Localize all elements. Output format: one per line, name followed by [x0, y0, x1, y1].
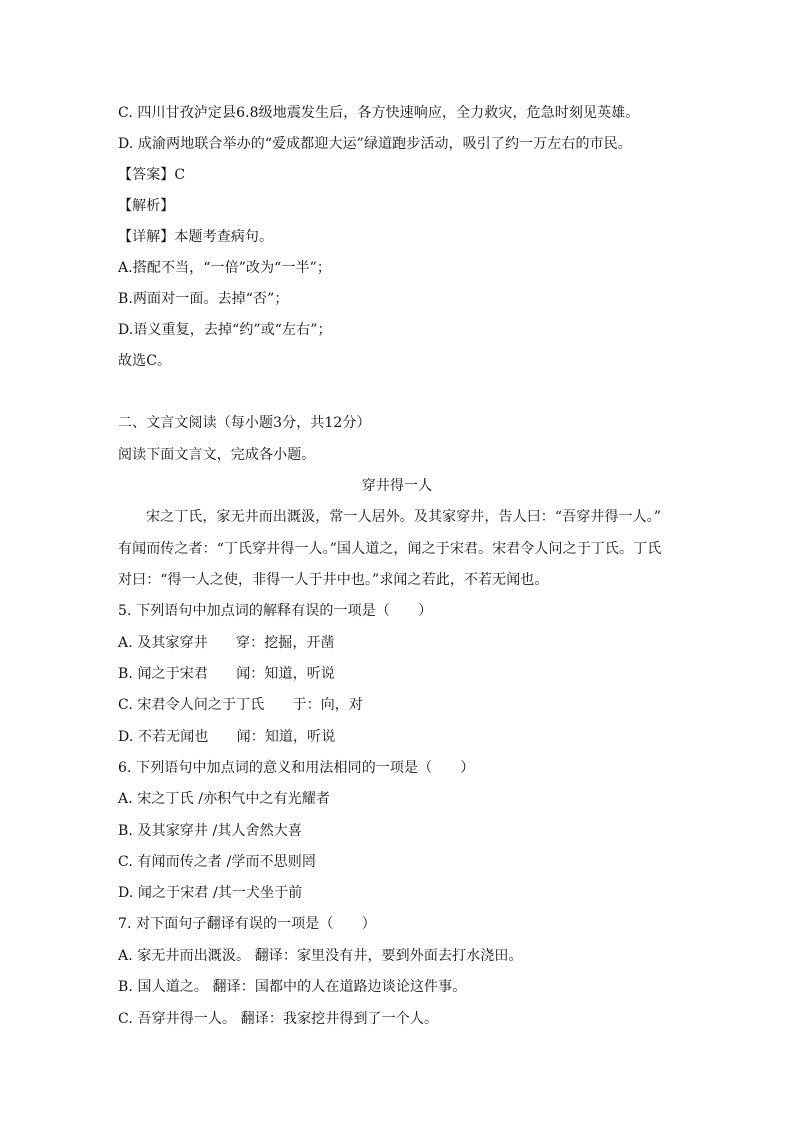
passage-line: 有闻而传之者：“丁氏穿井得一人。”国人道之，闻之于宋君。宋君令人问之于丁氏。丁氏 — [118, 541, 662, 557]
q5-option-b: B. 闻之于宋君 闻：知道，听说 — [118, 666, 335, 682]
question-7: 7. 对下面句子翻译有误的一项是（ ） — [118, 916, 376, 932]
conclusion-line: 故选C。 — [118, 353, 172, 369]
passage-line: 对曰：“得一人之使，非得一人于井中也。”求闻之若此，不若无闻也。 — [118, 572, 549, 588]
question-5: 5. 下列语句中加点词的解释有误的一项是（ ） — [118, 603, 433, 619]
q6-option-a: A. 宋之丁氏 /亦积气中之有光耀者 — [118, 791, 330, 807]
passage-title: 穿井得一人 — [361, 478, 433, 494]
section-instruction: 阅读下面文言文，完成各小题。 — [118, 447, 316, 463]
q6-option-c: C. 有闻而传之者 /学而不思则罔 — [118, 854, 316, 870]
q5-option-c: C. 宋君令人问之于丁氏 于：向，对 — [118, 697, 364, 713]
question-6: 6. 下列语句中加点词的意义和用法相同的一项是（ ） — [118, 760, 475, 776]
section-title: 二、文言文阅读（每小题3分，共12分） — [118, 415, 371, 431]
passage-line: 宋之丁氏，家无井而出溉汲，常一人居外。及其家穿井，告人曰：“吾穿井得一人。” — [146, 509, 662, 525]
answer-line: 【答案】C — [118, 167, 186, 183]
detail-line: 【详解】本题考查病句。 — [118, 229, 274, 245]
option-d-line: D. 成渝两地联合举办的“爱成都迎大运”绿道跑步活动，吸引了约一万左右的市民。 — [118, 136, 632, 152]
q5-option-a: A. 及其家穿井 穿：挖掘，开凿 — [118, 635, 335, 651]
q7-option-b: B. 国人道之。 翻译：国都中的人在道路边谈论这件事。 — [118, 979, 467, 995]
q7-option-c: C. 吾穿井得一人。 翻译：我家挖井得到了一个人。 — [118, 1011, 439, 1027]
explanation-b: B.两面对一面。去掉“否”； — [118, 291, 289, 307]
q5-option-d: D. 不若无闻也 闻：知道，听说 — [118, 729, 336, 745]
explanation-d: D.语义重复，去掉“约”或“左右”； — [118, 322, 332, 338]
q6-option-d: D. 闻之于宋君 /其一犬坐于前 — [118, 885, 303, 901]
q6-option-b: B. 及其家穿井 /其人舍然大喜 — [118, 823, 302, 839]
q7-option-a: A. 家无井而出溉汲。 翻译：家里没有井，要到外面去打水浇田。 — [118, 948, 523, 964]
analysis-heading: 【解析】 — [118, 198, 175, 214]
explanation-a: A.搭配不当，“一倍”改为“一半”； — [118, 260, 331, 276]
option-c-line: C. 四川甘孜泸定县6.8级地震发生后，各方快速响应，全力救灾，危急时刻见英雄。 — [118, 105, 640, 121]
